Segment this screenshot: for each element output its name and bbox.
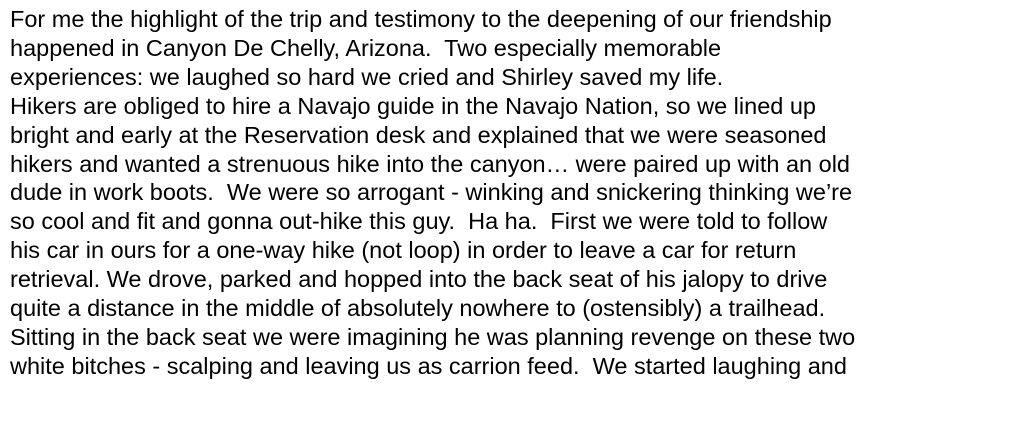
text-line: bright and early at the Reservation desk and explained that we were seasoned (10, 121, 827, 148)
text-line: hikers and wanted a strenuous hike into the canyon… were paired up with an old (10, 150, 850, 177)
document-text (10, 5, 1030, 381)
text-line: so cool and fit and gonna out-hike this guy. Ha ha. First we were told to follow (10, 208, 828, 235)
text-line: experiences: we laughed so hard we cried and Shirley saved my life. (10, 63, 724, 90)
text-line: happened in Canyon De Chelly, Arizona. Two especially memorable (10, 34, 722, 61)
paragraph-story (10, 92, 1030, 381)
paragraph-intro (10, 5, 1030, 92)
text-line: Hikers are obliged to hire a Navajo guide in the Navajo Nation, so we lined up (10, 92, 816, 119)
text-line: quite a distance in the middle of absolutely nowhere to (ostensibly) a trailhead. (10, 295, 826, 322)
text-line: dude in work boots. We were so arrogant - winking and snickering thinking we’re (10, 179, 853, 206)
text-line: white bitches - scalping and leaving us as carrion feed. We started laughing and (10, 352, 847, 379)
text-line: retrieval. We drove, parked and hopped into the back seat of his jalopy to drive (10, 266, 828, 293)
text-line: For me the highlight of the trip and testimony to the deepening of our friendship (10, 6, 832, 32)
text-line: his car in ours for a one-way hike (not loop) in order to leave a car for return (10, 237, 797, 264)
text-line: Sitting in the back seat we were imagining he was planning revenge on these two (10, 323, 856, 350)
